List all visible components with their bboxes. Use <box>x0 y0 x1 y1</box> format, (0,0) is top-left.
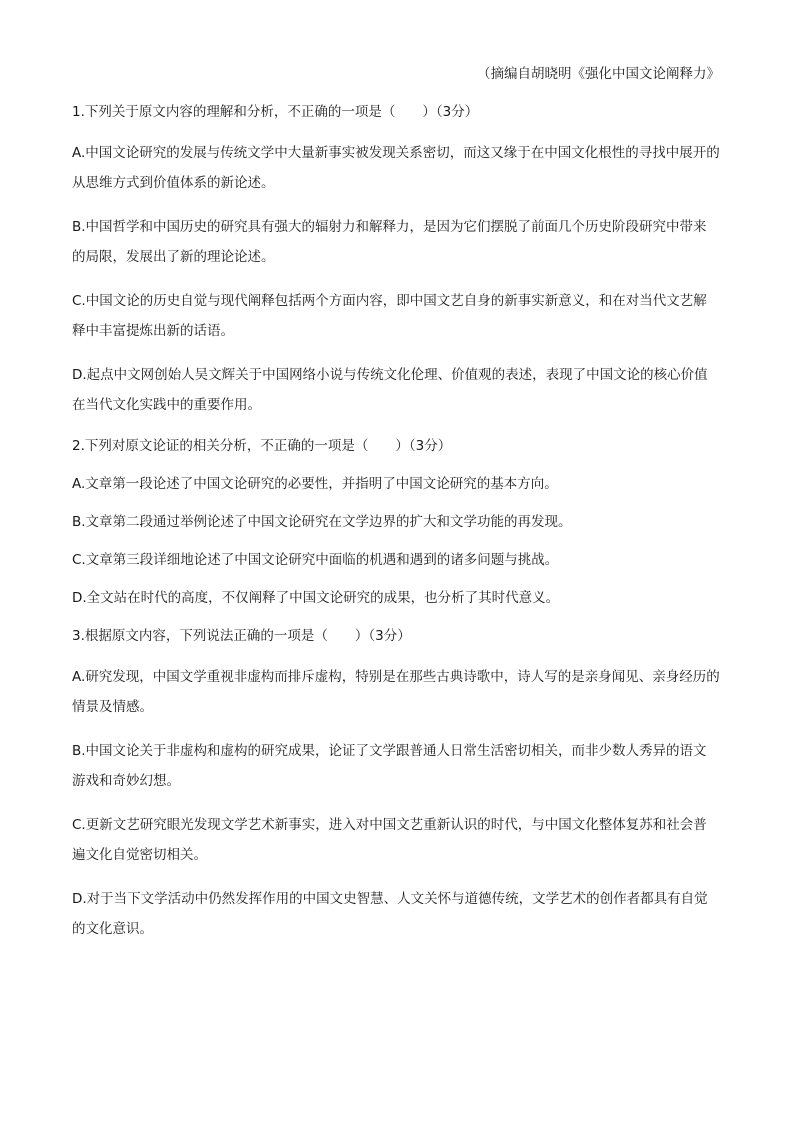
question-2-option-b: B.文章第二段通过举例论述了中国文论研究在文学边界的扩大和文学功能的再发现。 <box>72 514 572 530</box>
source-citation: （摘编自胡晓明《强化中国文论阐释力》 <box>477 66 720 82</box>
question-3-stem: 3.根据原文内容，下列说法正确的一项是（ ）（3分） <box>72 628 411 644</box>
question-2-option-d: D.全文站在时代的高度，不仅阐释了中国文论研究的成果，也分析了其时代意义。 <box>72 590 560 606</box>
question-2-option-a: A.文章第一段论述了中国文论研究的必要性，并指明了中国文论研究的基本方向。 <box>72 476 558 492</box>
exam-page <box>72 62 720 958</box>
question-1-option-b: B.中国哲学和中国历史的研究具有强大的辐射力和解释力，是因为它们摆脱了前面几个历史阶段研究中带来的局限，发展出了新的理论论述。 <box>72 219 707 265</box>
question-2-option-c: C.文章第三段详细地论述了中国文论研究中面临的机遇和遇到的诸多问题与挑战。 <box>72 552 559 568</box>
question-1-option-c: C.中国文论的历史自觉与现代阐释包括两个方面内容，即中国文艺自身的新事实新意义，和在对当代文艺解释中丰富提炼出新的话语。 <box>72 293 707 339</box>
question-3-option-b: B.中国文论关于非虚构和虚构的研究成果，论证了文学跟普通人日常生活密切相关，而非少数人秀异的语文游戏和奇妙幻想。 <box>72 743 707 789</box>
question-3-option-a: A.研究发现，中国文学重视非虚构而排斥虚构，特别是在那些古典诗歌中，诗人写的是亲身闻见、亲身经历的情景及情感。 <box>72 669 720 715</box>
question-1-option-a: A.中国文论研究的发展与传统文学中大量新事实被发现关系密切，而这又缘于在中国文化根性的寻找中展开的从思维方式到价值体系的新论述。 <box>72 145 720 191</box>
question-1-stem: 1.下列关于原文内容的理解和分析，不正确的一项是（ ）（3分） <box>72 104 479 120</box>
question-2-stem: 2.下列对原文论证的相关分析，不正确的一项是（ ）（3分） <box>72 438 452 454</box>
question-3-option-d: D.对于当下文学活动中仍然发挥作用的中国文史智慧、人文关怀与道德传统，文学艺术的创作者都具有自觉的文化意识。 <box>72 891 708 937</box>
question-3-option-c: C.更新文艺研究眼光发现文学艺术新事实，进入对中国文艺重新认识的时代，与中国文化整体复苏和社会普遍文化自觉密切相关。 <box>72 817 707 863</box>
question-1-option-d: D.起点中文网创始人吴文辉关于中国网络小说与传统文化伦理、价值观的表述，表现了中国文论的核心价值在当代文化实践中的重要作用。 <box>72 367 708 413</box>
